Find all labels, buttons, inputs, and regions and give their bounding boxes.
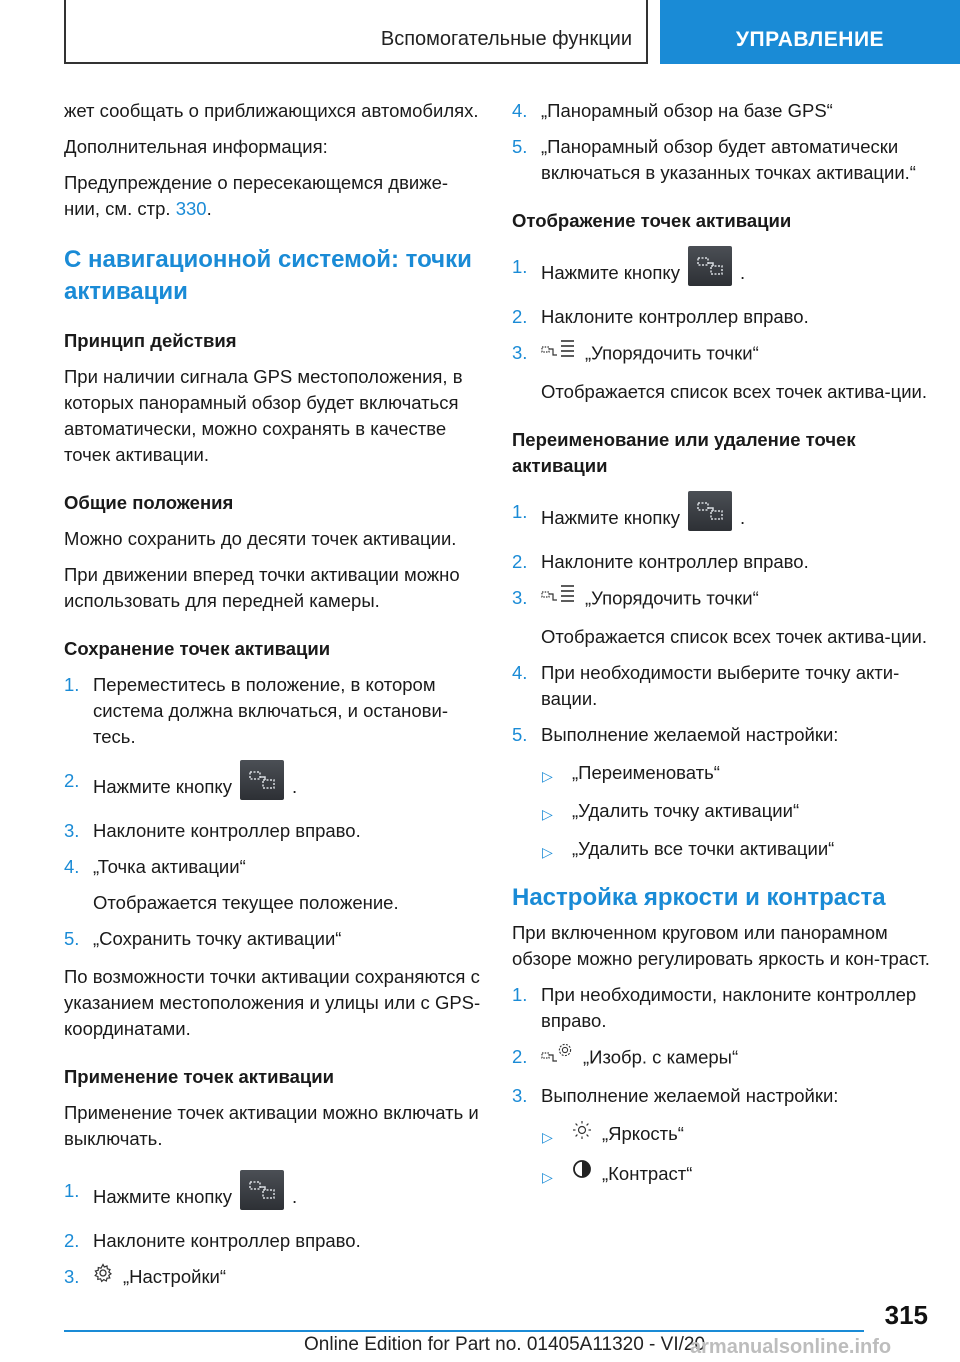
step-subtext: Отображается список всех точек актива-ции.: [541, 626, 928, 647]
step-number: 4.: [512, 662, 528, 683]
save-steps-list: [64, 672, 484, 952]
camera-view-button-icon: [240, 760, 284, 800]
display-heading: Отображение точек активации: [512, 210, 792, 231]
step-text: Наклоните контроллер вправо.: [93, 820, 361, 841]
sort-list-icon: [541, 338, 575, 367]
rename-options-list: [512, 760, 932, 862]
list-item: [512, 760, 932, 786]
camera-view-button-icon: [240, 1170, 284, 1210]
intro-paragraph-3-text: Предупреждение о пересекающемся движе-нии, см. стр.: [64, 172, 449, 219]
top-steps-list: [512, 98, 932, 186]
step-text: Нажмите кнопку: [541, 261, 680, 283]
intro-paragraph-2: Дополнительная информация:: [64, 136, 328, 157]
step-text: Наклоните контроллер вправо.: [541, 551, 809, 572]
list-item: [512, 1044, 932, 1073]
step-number: 2.: [512, 551, 528, 572]
list-item: [512, 836, 932, 862]
list-item: [64, 1178, 484, 1218]
step-text: Выполнение желаемой настройки:: [541, 724, 839, 745]
bullet-triangle-icon: ▷: [542, 1129, 553, 1145]
brightness-options-list: [512, 1121, 932, 1188]
save-heading: Сохранение точек активации: [64, 638, 331, 659]
list-item: [512, 340, 932, 405]
list-item: [512, 1083, 932, 1109]
brightness-steps-list: [512, 982, 932, 1109]
settings-gear-icon: [93, 1263, 113, 1290]
step-text: Наклоните контроллер вправо.: [541, 306, 809, 327]
list-item: [512, 254, 932, 294]
list-item: [512, 982, 932, 1034]
step-text: „Точка активации“: [93, 856, 246, 877]
step-text: Нажмите кнопку: [93, 775, 232, 797]
step-text-end: .: [739, 261, 746, 283]
list-item: [512, 1121, 932, 1149]
step-number: 3.: [512, 342, 528, 363]
step-text-end: .: [291, 775, 298, 797]
step-text: „Упорядочить точки“: [585, 342, 759, 364]
step-number: 2.: [512, 1046, 528, 1067]
section-title-brightness: Настройка яркости и контраста: [512, 884, 886, 911]
list-item: [64, 854, 484, 916]
header-section-title: Вспомогательные функции: [380, 28, 632, 50]
step-number: 3.: [512, 587, 528, 608]
list-item: [64, 768, 484, 808]
step-number: 1.: [64, 1180, 80, 1201]
step-text-end: .: [739, 506, 746, 528]
step-subtext: Отображается список всех точек актива-ции.: [541, 381, 928, 402]
header-section-box: [64, 0, 648, 64]
step-number: 4.: [64, 856, 80, 877]
brightness-sun-icon: [572, 1120, 592, 1147]
list-item: [64, 818, 484, 844]
right-column: [512, 98, 932, 1200]
step-text: „Сохранить точку активации“: [93, 928, 342, 949]
general-heading: Общие положения: [64, 492, 234, 513]
general-text-1: Можно сохранить до десяти точек активации.: [64, 528, 457, 549]
step-number: 4.: [512, 100, 528, 121]
step-number: 1.: [512, 256, 528, 277]
step-text: „Упорядочить точки“: [585, 587, 759, 609]
step-text: Нажмите кнопку: [541, 506, 680, 528]
step-text: „Панорамный обзор на базе GPS“: [541, 100, 833, 121]
step-number: 5.: [64, 928, 80, 949]
option-text: „Переименовать“: [572, 762, 720, 783]
list-item: [64, 672, 484, 750]
header-chapter-tab: УПРАВЛЕНИЕ: [660, 0, 960, 64]
page-reference-link[interactable]: 330: [175, 198, 207, 219]
step-text: Нажмите кнопку: [93, 1185, 232, 1207]
step-subtext: Отображается текущее положение.: [93, 892, 399, 913]
use-heading: Применение точек активации: [64, 1066, 334, 1087]
list-item: [512, 549, 932, 575]
option-text: „Контраст“: [602, 1162, 693, 1184]
step-text-end: .: [291, 1185, 298, 1207]
step-text: „Настройки“: [123, 1266, 227, 1287]
rename-steps-list: [512, 499, 932, 748]
option-text: „Удалить все точки активации“: [572, 838, 835, 859]
step-number: 3.: [64, 820, 80, 841]
step-number: 5.: [512, 136, 528, 157]
sort-list-icon: [541, 583, 575, 612]
list-item: [512, 798, 932, 824]
brightness-text: При включенном круговом или панорамном обзоре можно регулировать яркость и кон-траст.: [512, 922, 930, 969]
list-item: [512, 660, 932, 712]
watermark: armanualsonline.info: [690, 1336, 892, 1358]
intro-paragraph-3-end: .: [206, 198, 212, 219]
step-number: 1.: [512, 501, 528, 522]
footer-edition: Online Edition for Part no. 01405A11320 - VI/20: [304, 1334, 706, 1355]
step-text: Выполнение желаемой настройки:: [541, 1085, 839, 1106]
bullet-triangle-icon: ▷: [542, 1168, 553, 1185]
display-steps-list: [512, 254, 932, 405]
bullet-triangle-icon: ▷: [542, 768, 553, 784]
intro-paragraph-3: [64, 170, 484, 222]
option-text: „Яркость“: [602, 1123, 684, 1144]
camera-image-settings-icon: [541, 1042, 573, 1071]
step-number: 2.: [64, 1230, 80, 1251]
step-number: 1.: [512, 984, 528, 1005]
page-number: 315: [884, 1300, 928, 1330]
save-note: По возможности точки активации сохраняются с указанием местоположения и улицы или с GPS-координатами.: [64, 966, 481, 1039]
contrast-icon: [572, 1159, 592, 1186]
option-text: „Удалить точку активации“: [572, 800, 800, 821]
camera-view-button-icon: [688, 491, 732, 531]
bullet-triangle-icon: ▷: [542, 806, 553, 822]
list-item: [64, 1264, 484, 1292]
general-text-2: При движении вперед точки активации можно использовать для передней камеры.: [64, 564, 460, 611]
list-item: [512, 304, 932, 330]
step-number: 3.: [512, 1085, 528, 1106]
step-text: При необходимости, наклоните контроллер вправо.: [541, 984, 917, 1031]
list-item: [512, 722, 932, 748]
camera-view-button-icon: [688, 246, 732, 286]
list-item: [512, 499, 932, 539]
step-text: При необходимости выберите точку акти-вации.: [541, 662, 900, 709]
step-text: Наклоните контроллер вправо.: [93, 1230, 361, 1251]
step-number: 1.: [64, 674, 80, 695]
step-number: 2.: [512, 306, 528, 327]
principle-text: При наличии сигнала GPS местоположения, в которых панорамный обзор будет включаться автоматически, можно сохранять в качестве точек активации.: [64, 366, 463, 465]
step-number: 3.: [64, 1266, 80, 1287]
bullet-triangle-icon: ▷: [542, 844, 553, 860]
list-item: [64, 1228, 484, 1254]
step-text: Переместитесь в положение, в котором система должна включаться, и останови-тесь.: [93, 674, 448, 747]
step-number: 5.: [512, 724, 528, 745]
step-number: 2.: [64, 770, 80, 791]
use-steps-list: [64, 1178, 484, 1292]
list-item: [512, 585, 932, 650]
intro-paragraph-1: жет сообщать о приближающихся автомобилях.: [64, 100, 479, 121]
footer-divider: [64, 1330, 864, 1332]
list-item: [512, 98, 932, 124]
step-text: „Изобр. с камеры“: [583, 1046, 739, 1068]
list-item: [512, 1161, 932, 1189]
list-item: [64, 926, 484, 952]
principle-heading: Принцип действия: [64, 330, 237, 351]
rename-heading: Переименование или удаление точек активации: [512, 429, 856, 476]
list-item: [512, 134, 932, 186]
left-column: [64, 98, 484, 1304]
step-text: „Панорамный обзор будет автоматически включаться в указанных точках активации.“: [541, 136, 916, 183]
use-text: Применение точек активации можно включать и выключать.: [64, 1102, 479, 1149]
section-title-activation-points: С навигационной системой: точки активации: [64, 246, 472, 305]
